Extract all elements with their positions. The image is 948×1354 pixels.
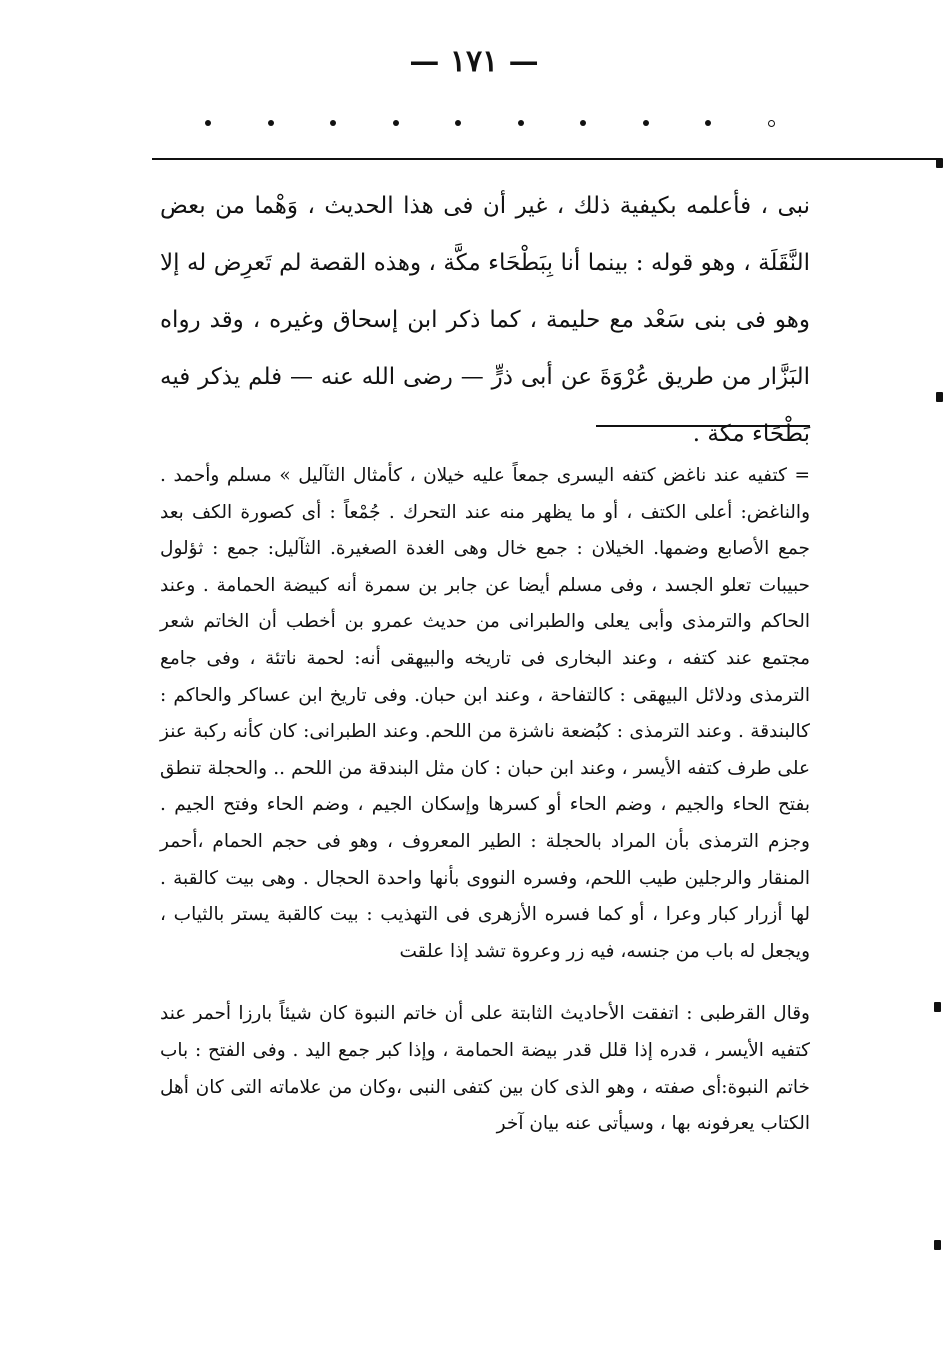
footnote-separator bbox=[596, 425, 810, 427]
main-paragraph: نبى ، فأعلمه بكيفية ذلك ، غير أن فى هذا الحديث ، وَهْما من بعض النَّقَلَة ، وهو قوله : بينما أنا بِبَطْحَاء مكَّة ، وهذه القصة لم تَعرِض له إلا وهو فى بنى سَعْد مع حليمة ، كما ذكر ابن إسحاق وغيره ، وقد رواه البَزَّار من طريق عُرْوَةَ عن أبى ذرٍّ — رضى الله عنه — فلم يذكر فيه بَطْحَاء مكة . bbox=[160, 193, 811, 447]
page-number: — ١٧١ — bbox=[409, 44, 539, 79]
ornament-dot bbox=[643, 120, 649, 126]
ornament-dot bbox=[705, 120, 711, 126]
footnote-block bbox=[160, 458, 810, 1143]
ornament-dot bbox=[330, 120, 336, 126]
ornament-dot bbox=[268, 120, 274, 126]
main-text-block bbox=[160, 178, 810, 463]
margin-mark bbox=[934, 1240, 941, 1250]
footnote-paragraph-1: = كتفيه عند ناغض كتفه اليسرى جمعاً عليه خيلان ، كأمثال الثآليل » مسلم وأحمد . والناغض: أعلى الكتف ، أو ما يظهر منه عند التحرك . جُمْعاً : أى كصورة الكف بعد جمع الأصابع وضمها. الخيلان : جمع خال وهى الغدة الصغيرة. الثآليل: جمع : ثؤلول حبيبات تعلو الجسد ، وفى مسلم أيضا عن جابر بن سمرة أنه كبيضة الحمامة . وعند الحاكم والترمذى وأبى يعلى والطبرانى من حديث عمرو بن أخطب أن الخاتم شعر مجتمع عند كتفه ، وعند البخارى فى تاريخه والبيهقى أنه: لحمة ناتئة ، وفى جامع الترمذى ودلائل البيهقى : كالتفاحة ، وعند ابن حبان. وفى تاريخ ابن عساكر والحاكم : كالبندقة . وعند الترمذى : كبُضعة ناشزة من اللحم. وعند الطبرانى: كان كأنه ركبة عنز على طرف كتفه الأيسر ، وعند ابن حبان : كان مثل البندقة من اللحم .. والحجلة تنطق بفتح الحاء والجيم ، وضم الحاء أو كسرها وإسكان الجيم ، وضم الحاء وفتح الجيم . وجزم الترمذى بأن المراد بالحجلة : الطير المعروف ، وهو فى حجم الحمام ،أحمر المنقار والرجلين طيب اللحم، وفسره النووى بأنها واحدة الحجال . وهى بيت كالقبة . لها أزرار كبار وعرا ، أو كما فسره الأزهرى فى التهذيب : بيت كالقبة يستر بالثياب ، ويجعل له باب من جنسه، فيه زر وعروة تشد إذا علقت bbox=[160, 465, 810, 962]
margin-mark bbox=[936, 392, 943, 402]
ornament-dot bbox=[580, 120, 586, 126]
footnote-paragraph-2: وقال القرطبى : اتفقت الأحاديث الثابتة على أن خاتم النبوة كان شيئاً بارزا أحمر عند كتفيه الأيسر ، قدره إذا قلل قدر بيضة الحمامة ، وإذا كبر جمع اليد . وفى الفتح : باب خاتم النبوة:أى صفته ، وهو الذى كان بين كتفى النبى ،وكان من علاماته التى كان أهل الكتاب يعرفونه بها ، وسيأتى عنه بيان آخر bbox=[160, 1003, 810, 1135]
ornament-dot bbox=[205, 120, 211, 126]
ornament-dot bbox=[455, 120, 461, 126]
margin-mark bbox=[936, 158, 943, 168]
ornament-dots bbox=[205, 120, 775, 127]
ornament-dot bbox=[518, 120, 524, 126]
header-rule bbox=[152, 158, 940, 160]
ornament-dot bbox=[393, 120, 399, 126]
ornament-dot bbox=[768, 120, 775, 127]
margin-mark bbox=[934, 1002, 941, 1012]
